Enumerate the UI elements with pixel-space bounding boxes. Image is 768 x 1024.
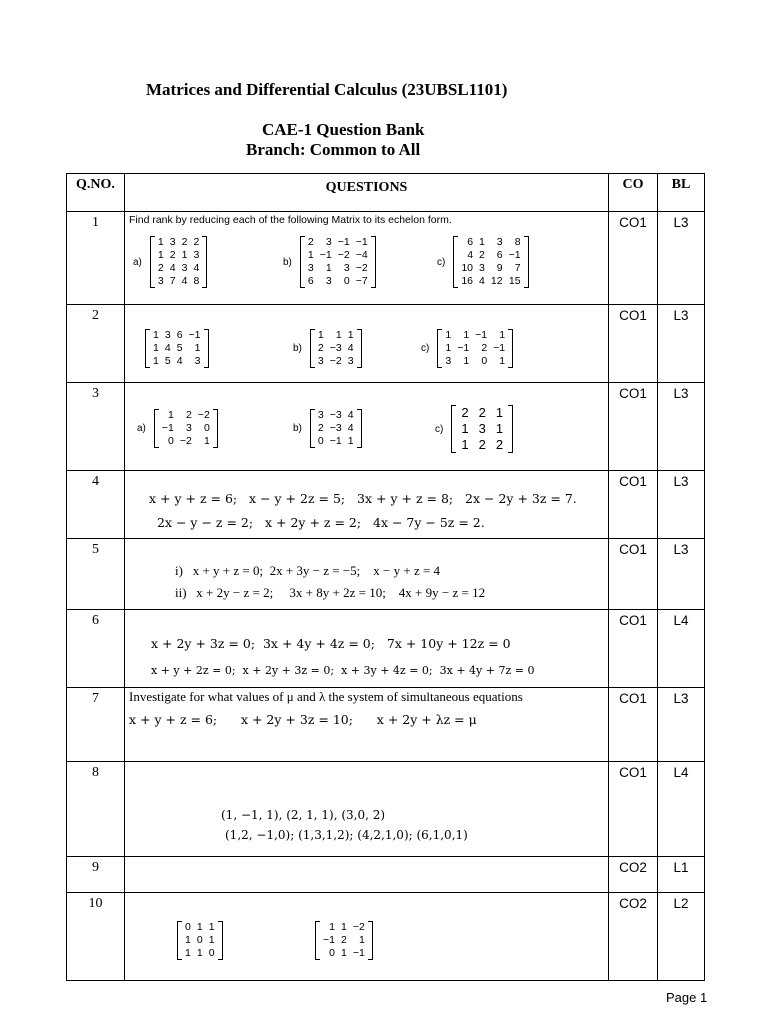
matrix — [451, 405, 513, 453]
bl-cell: L2 — [658, 893, 705, 981]
matrix-entry: 2 — [340, 934, 347, 946]
matrix-entry: 1 — [157, 249, 164, 261]
qno-cell: 2 — [67, 305, 125, 383]
matrix-entry: 2 — [157, 262, 164, 274]
matrix-entry: 6 — [467, 236, 474, 248]
matrix-entry: 3 — [164, 329, 171, 341]
question-cell — [125, 383, 609, 471]
matrix-entry: −1 — [337, 236, 350, 248]
right-bracket — [357, 409, 362, 448]
matrix-entry: −1 — [493, 342, 506, 354]
qno-cell: 6 — [67, 610, 125, 688]
col-header-questions: QUESTIONS — [125, 174, 609, 212]
matrix-entry: 4 — [169, 262, 176, 274]
question-text: Investigate for what values of μ and λ the system of simultaneous equations — [129, 689, 523, 704]
matrix-entry: 8 — [514, 236, 521, 248]
right-bracket — [371, 236, 376, 288]
matrix-entry: 3 — [169, 236, 176, 248]
matrix-entry: −1 — [352, 947, 365, 959]
matrix-entry: −2 — [179, 435, 192, 447]
matrix-entry: 6 — [176, 329, 183, 341]
option-label: b) — [283, 256, 292, 268]
matrix-entry: 1 — [499, 355, 506, 367]
document-subtitle: CAE-1 Question Bank — [262, 120, 425, 139]
co-cell: CO1 — [609, 305, 658, 383]
matrix — [177, 921, 223, 960]
table-row — [67, 212, 705, 305]
option-label: a) — [133, 256, 142, 268]
matrix-entry: 7 — [514, 262, 521, 274]
matrix-entry: 7 — [169, 275, 176, 287]
matrix-entry: 1 — [168, 409, 174, 421]
question-cell — [125, 539, 609, 610]
col-header-qno: Q.NO. — [67, 174, 125, 212]
matrix-entry: 0 — [208, 947, 215, 959]
matrix — [145, 329, 209, 368]
option-label: b) — [293, 343, 302, 354]
matrix-entry: 2 — [317, 342, 324, 354]
matrix-entry: 3 — [343, 262, 350, 274]
matrix-entry: 3 — [478, 421, 486, 436]
matrix-entry: 1 — [325, 262, 332, 274]
qno-cell: 7 — [67, 688, 125, 762]
right-bracket — [213, 409, 218, 448]
matrix-entry: 3 — [325, 236, 332, 248]
option-label: c) — [421, 343, 430, 354]
question-text: Find rank by reducing each of the following Matrix to its echelon form. — [129, 214, 452, 226]
matrix-entry: −1 — [355, 236, 368, 248]
matrix-entry: 0 — [329, 947, 335, 959]
matrix-entry: 3 — [317, 355, 324, 367]
matrix-group — [437, 236, 529, 288]
matrix-entry: 9 — [496, 262, 503, 274]
matrix-entry: −2 — [329, 355, 342, 367]
matrix-entry: 4 — [193, 262, 200, 274]
matrix-entry: 2 — [169, 249, 176, 261]
matrix-entry: 2 — [181, 236, 188, 248]
matrix-entry: 2 — [478, 405, 486, 420]
matrix-entry: 1 — [479, 236, 485, 248]
bl-cell: L3 — [658, 471, 705, 539]
matrix-entry: 2 — [186, 409, 192, 421]
right-bracket — [508, 405, 513, 453]
matrix-group — [435, 405, 513, 453]
matrix-entry: −3 — [329, 409, 342, 421]
right-bracket — [368, 921, 373, 960]
matrix-group — [293, 409, 362, 448]
matrix-entry: 1 — [347, 329, 354, 341]
co-cell: CO1 — [609, 383, 658, 471]
co-cell: CO2 — [609, 857, 658, 893]
equation-line: 2x − y − z = 2; x + 2y + z = 2; 4x − 7y − 5z = 2. — [157, 515, 485, 530]
matrix-entry: 3 — [181, 262, 188, 274]
matrix-entry: 1 — [329, 921, 335, 933]
table-row — [67, 471, 705, 539]
table-row — [67, 688, 705, 762]
matrix-entry: 1 — [157, 236, 164, 248]
question-cell — [125, 688, 609, 762]
option-label: c) — [437, 256, 446, 268]
matrix-entry: 5 — [176, 342, 183, 354]
matrix-entry: 10 — [461, 262, 474, 274]
matrix-entry: 6 — [307, 275, 314, 287]
matrix-entry: 1 — [196, 921, 203, 933]
matrix-entry: 3 — [307, 262, 314, 274]
matrix-entry: −2 — [197, 409, 210, 421]
matrix-entry: 3 — [496, 236, 503, 248]
matrix — [437, 329, 513, 368]
branch-label: Branch: Common to All — [246, 140, 421, 159]
right-bracket — [524, 236, 529, 288]
qno-cell: 3 — [67, 383, 125, 471]
matrix-entry: −2 — [337, 249, 350, 261]
question-cell — [125, 212, 609, 305]
matrix-entry: 3 — [325, 275, 332, 287]
co-cell: CO1 — [609, 539, 658, 610]
bl-cell: L4 — [658, 610, 705, 688]
bl-cell: L4 — [658, 762, 705, 857]
matrix-entry: 5 — [164, 355, 171, 367]
matrix-group — [145, 329, 209, 368]
question-cell — [125, 762, 609, 857]
matrix-entry: 12 — [490, 275, 503, 287]
co-cell: CO1 — [609, 471, 658, 539]
matrix-entry: −2 — [355, 262, 368, 274]
question-cell — [125, 610, 609, 688]
matrix-entry: 2 — [307, 236, 314, 248]
matrix-entry: 3 — [445, 355, 452, 367]
matrix-group — [421, 329, 513, 368]
question-cell — [125, 305, 609, 383]
col-header-co: CO — [609, 174, 658, 212]
bl-cell: L3 — [658, 383, 705, 471]
matrix-entry: 8 — [193, 275, 200, 287]
qno-cell: 10 — [67, 893, 125, 981]
question-cell — [125, 893, 609, 981]
matrix-entry: 3 — [347, 355, 354, 367]
matrix-entry: −3 — [329, 422, 342, 434]
bl-cell: L3 — [658, 539, 705, 610]
matrix-entry: 3 — [317, 409, 324, 421]
matrix-entry: 1 — [445, 329, 452, 341]
matrix-entry: 2 — [193, 236, 200, 248]
table-row — [67, 610, 705, 688]
matrix-entry: 1 — [153, 355, 159, 367]
matrix — [453, 236, 528, 288]
matrix-entry: 1 — [495, 421, 504, 436]
right-bracket — [508, 329, 513, 368]
right-bracket — [218, 921, 223, 960]
matrix-entry: 1 — [335, 329, 342, 341]
table-row — [67, 857, 705, 893]
vector-set: (1,2, −1,0); (1,3,1,2); (4,2,1,0); (6,1,0,1) — [225, 828, 468, 842]
matrix-entry: 1 — [347, 435, 354, 447]
matrix-entry: 1 — [181, 249, 188, 261]
right-bracket — [204, 329, 209, 368]
qno-cell: 1 — [67, 212, 125, 305]
matrix-entry: 4 — [347, 342, 354, 354]
matrix-entry: 0 — [185, 921, 191, 933]
table-header-row — [67, 174, 705, 212]
matrix-entry: 1 — [499, 329, 506, 341]
matrix-group — [315, 921, 373, 960]
matrix-entry: 2 — [479, 249, 485, 261]
matrix-entry: −1 — [457, 342, 470, 354]
matrix-entry: 2 — [478, 437, 486, 452]
matrix-entry: 1 — [204, 435, 210, 447]
matrix-entry: 0 — [481, 355, 488, 367]
matrix-entry: 1 — [495, 405, 504, 420]
matrix-group — [137, 409, 218, 448]
table-row — [67, 305, 705, 383]
matrix-entry: 15 — [508, 275, 521, 287]
matrix-entry: 2 — [317, 422, 324, 434]
matrix-entry: 2 — [461, 405, 469, 420]
matrix-entry: 1 — [461, 437, 469, 452]
matrix-entry: 6 — [496, 249, 503, 261]
right-bracket — [357, 329, 362, 368]
matrix-entry: 1 — [317, 329, 324, 341]
matrix-entry: 2 — [481, 342, 488, 354]
equation-line: ii) x + 2y − z = 2; 3x + 8y + 2z = 10; 4x + 9y − z = 12 — [175, 585, 486, 600]
matrix-entry: 1 — [153, 342, 159, 354]
matrix-entry: −7 — [355, 275, 368, 287]
matrix-entry: 4 — [181, 275, 188, 287]
matrix-entry: 3 — [194, 355, 201, 367]
matrix-entry: 1 — [208, 934, 215, 946]
matrix-entry: 1 — [196, 947, 203, 959]
qno-cell: 9 — [67, 857, 125, 893]
question-cell — [125, 471, 609, 539]
matrix — [150, 236, 207, 288]
qno-cell: 4 — [67, 471, 125, 539]
page-number: Page 1 — [666, 990, 708, 1005]
bl-cell: L1 — [658, 857, 705, 893]
matrix-entry: 4 — [347, 409, 354, 421]
matrix-entry: 3 — [479, 262, 485, 274]
matrix-entry: 3 — [157, 275, 164, 287]
matrix-entry: 2 — [495, 437, 504, 452]
matrix-entry: −1 — [188, 329, 201, 341]
matrix-entry: 0 — [196, 934, 203, 946]
matrix-entry: −4 — [355, 249, 368, 261]
bl-cell: L3 — [658, 212, 705, 305]
matrix-entry: 0 — [204, 422, 210, 434]
question-cell — [125, 857, 609, 893]
matrix-entry: −1 — [319, 249, 332, 261]
matrix-entry: 3 — [193, 249, 200, 261]
question-bank-table — [66, 173, 705, 981]
equation-line: i) x + y + z = 0; 2x + 3y − z = −5; x − y + z = 4 — [175, 563, 441, 578]
matrix-entry: 4 — [347, 422, 354, 434]
equation-line: x + y + z = 6; x − y + 2z = 5; 3x + y + z = 8; 2x − 2y + 3z = 7. — [149, 491, 577, 506]
document-title: Matrices and Differential Calculus (23UBSL1101) — [146, 80, 508, 99]
matrix — [154, 409, 218, 448]
matrix-entry: 1 — [461, 421, 469, 436]
matrix-entry: 1 — [463, 329, 470, 341]
matrix-entry: 1 — [445, 342, 452, 354]
co-cell: CO1 — [609, 762, 658, 857]
table-row — [67, 383, 705, 471]
matrix-entry: 0 — [317, 435, 324, 447]
matrix-entry: 0 — [343, 275, 350, 287]
option-label: b) — [293, 423, 302, 434]
co-cell: CO1 — [609, 212, 658, 305]
matrix-entry: 1 — [185, 934, 191, 946]
matrix-entry: 16 — [461, 275, 474, 287]
co-cell: CO1 — [609, 610, 658, 688]
matrix — [310, 409, 362, 448]
matrix — [310, 329, 362, 368]
col-header-bl: BL — [658, 174, 705, 212]
matrix — [315, 921, 373, 960]
matrix-entry: −1 — [161, 422, 174, 434]
matrix-entry: 1 — [185, 947, 191, 959]
matrix-entry: 1 — [340, 921, 347, 933]
co-cell: CO1 — [609, 688, 658, 762]
matrix-entry: 3 — [186, 422, 192, 434]
matrix-entry: −1 — [475, 329, 488, 341]
matrix-entry: −1 — [329, 435, 342, 447]
option-label: c) — [435, 423, 444, 435]
qno-cell: 8 — [67, 762, 125, 857]
matrix — [300, 236, 376, 288]
matrix-group — [293, 329, 362, 368]
matrix-entry: 0 — [168, 435, 174, 447]
vector-set: (1, −1, 1), (2, 1, 1), (3,0, 2) — [221, 808, 386, 822]
matrix-entry: 4 — [164, 342, 171, 354]
bl-cell: L3 — [658, 688, 705, 762]
bl-cell: L3 — [658, 305, 705, 383]
qno-cell: 5 — [67, 539, 125, 610]
equation-line: x + 2y + 3z = 0; 3x + 4y + 4z = 0; 7x + 10y + 12z = 0 — [151, 636, 511, 651]
matrix-entry: 1 — [358, 934, 365, 946]
matrix-entry: −1 — [323, 934, 335, 946]
matrix-entry: 4 — [176, 355, 183, 367]
matrix-entry: 1 — [307, 249, 314, 261]
right-bracket — [202, 236, 207, 288]
table-row — [67, 539, 705, 610]
matrix-group — [283, 236, 376, 288]
co-cell: CO2 — [609, 893, 658, 981]
matrix-entry: 1 — [208, 921, 215, 933]
matrix-entry: 1 — [463, 355, 470, 367]
table-row — [67, 762, 705, 857]
option-label: a) — [137, 423, 146, 434]
matrix-group — [177, 921, 223, 960]
equation-line: x + y + 2z = 0; x + 2y + 3z = 0; x + 3y + 4z = 0; 3x + 4y + 7z = 0 — [151, 664, 535, 677]
matrix-entry: 1 — [340, 947, 347, 959]
matrix-entry: −3 — [329, 342, 342, 354]
matrix-group — [133, 236, 207, 288]
equation-line: x + y + z = 6; x + 2y + 3z = 10; x + 2y + λz = μ — [129, 712, 477, 727]
table-row — [67, 893, 705, 981]
matrix-entry: −2 — [352, 921, 365, 933]
matrix-entry: 1 — [194, 342, 201, 354]
matrix-entry: 4 — [479, 275, 485, 287]
matrix-entry: 4 — [467, 249, 474, 261]
matrix-entry: −1 — [508, 249, 521, 261]
matrix-entry: 1 — [153, 329, 159, 341]
